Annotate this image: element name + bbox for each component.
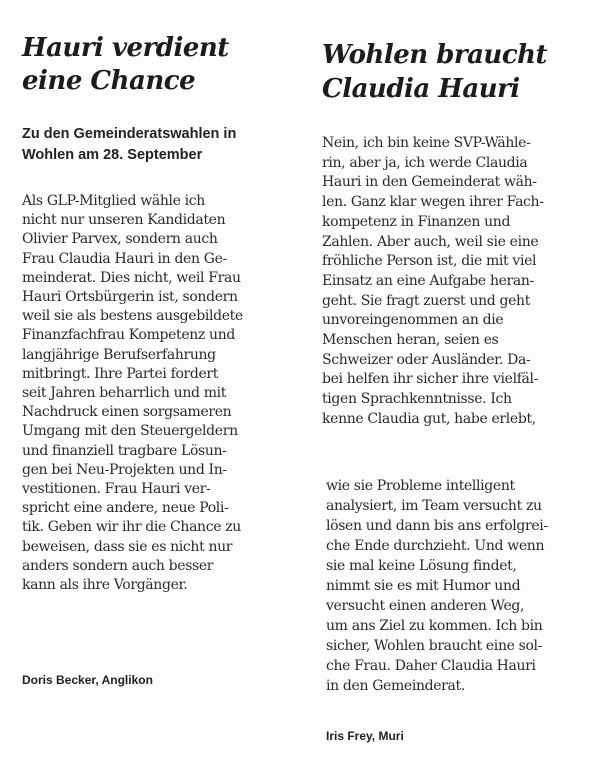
body-line: sie mal keine Lösung findet, <box>326 558 517 574</box>
body-line: vestitionen. Frau Hauri ver- <box>22 481 211 498</box>
body-line: mitbringt. Ihre Partei fordert <box>22 365 219 382</box>
body-line: che Ende durchzieht. Und wenn <box>326 538 545 554</box>
body-line: Hauri Ortsbürgerin ist, sondern <box>22 289 238 306</box>
body-line: wie sie Probleme intelligent <box>326 478 515 494</box>
body-line: tigen Sprachkenntnisse. Ich <box>322 391 512 408</box>
body-line: spricht eine andere, neue Poli- <box>22 500 229 517</box>
right-body-text-part-2 <box>326 476 548 696</box>
body-line: Menschen heran, seien es <box>322 332 499 349</box>
right-headline-line: Wohlen braucht <box>322 40 548 70</box>
body-line: meinderat. Dies nicht, weil Frau <box>22 269 241 286</box>
right-headline <box>322 38 547 106</box>
body-line: Nachdruck einen sorgsameren <box>22 404 232 421</box>
body-line: sicher, Wohlen braucht eine sol- <box>326 638 543 654</box>
body-line: seit Jahren beharrlich und mit <box>22 385 227 402</box>
body-line: beweisen, dass sie es nicht nur <box>22 538 233 555</box>
right-headline-line: Claudia Hauri <box>322 74 520 104</box>
body-line: tik. Geben wir ihr die Chance zu <box>22 519 241 536</box>
body-line: lösen und dann bis ans erfolgrei- <box>326 518 548 534</box>
body-line: versucht einen anderen Weg, <box>326 598 525 614</box>
body-line: Umgang mit den Steuergeldern <box>22 423 238 440</box>
body-line: unvoreingenommen an die <box>322 312 504 329</box>
body-line: Einsatz an eine Aufgabe heran- <box>322 272 534 289</box>
body-line: Als GLP-Mitglied wähle ich <box>22 193 205 209</box>
body-line: gen bei Neu-Projekten und In- <box>22 461 227 478</box>
left-subhead <box>22 124 236 166</box>
body-line: in den Gemeinderat. <box>326 678 465 694</box>
body-line: geht. Sie fragt zuerst und geht <box>322 292 530 309</box>
body-line: fröhliche Person ist, die mit viel <box>322 253 537 270</box>
body-line: um ans Ziel zu kommen. Ich bin <box>326 618 543 634</box>
right-signature: Iris Frey, Muri <box>326 729 404 743</box>
body-line: langjährige Berufserfahrung <box>22 346 216 363</box>
body-line: rin, aber ja, ich werde Claudia <box>322 154 528 171</box>
body-line: che Frau. Daher Claudia Hauri <box>326 658 536 674</box>
body-line: Schweizer oder Ausländer. Da- <box>322 351 531 368</box>
body-line: Hauri in den Gemeinderat wäh- <box>322 174 537 191</box>
body-line: len. Ganz klar wegen ihrer Fach- <box>322 194 544 211</box>
body-line: Nein, ich bin keine SVP-Wähle- <box>322 135 531 151</box>
body-line: analysiert, im Team versucht zu <box>326 498 542 514</box>
left-headline-line: Hauri verdient <box>22 33 229 63</box>
body-line: Olivier Parvex, sondern auch <box>22 231 218 248</box>
body-line: Frau Claudia Hauri in den Ge- <box>22 250 227 267</box>
body-line: Zahlen. Aber auch, weil sie eine <box>322 233 539 250</box>
right-body-text-part-1 <box>322 134 544 430</box>
left-headline <box>22 32 229 98</box>
body-line: bei helfen ihr sicher ihre vielfäl- <box>322 371 539 388</box>
body-line: weil sie als bestens ausgebildete <box>22 308 243 325</box>
body-line: und finanziell tragbare Lösun- <box>22 442 227 459</box>
body-line: anders sondern auch besser <box>22 557 214 574</box>
left-subhead-line: Zu den Gemeinderatswahlen in <box>22 126 237 142</box>
left-body-text <box>22 192 243 595</box>
body-line: nicht nur unseren Kandidaten <box>22 212 226 229</box>
left-signature: Doris Becker, Anglikon <box>22 673 153 687</box>
body-line: kompetenz in Finanzen und <box>322 213 511 230</box>
body-line: Finanzfachfrau Kompetenz und <box>22 327 236 344</box>
body-line: kenne Claudia gut, habe erlebt, <box>322 410 536 427</box>
body-line: kann als ihre Vorgänger. <box>22 577 188 594</box>
left-headline-line: eine Chance <box>22 66 196 96</box>
left-subhead-line: Wohlen am 28. September <box>22 147 203 163</box>
body-line: nimmt sie es mit Humor und <box>326 578 521 594</box>
